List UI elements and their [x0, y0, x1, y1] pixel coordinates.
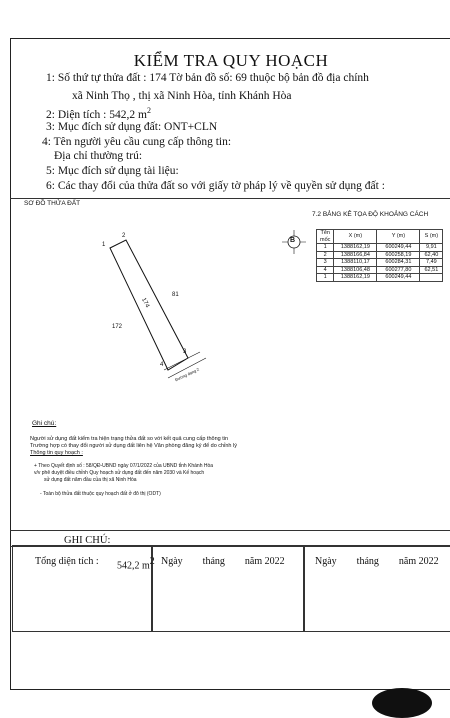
page-title: KIỂM TRA QUY HOẠCH — [133, 51, 329, 70]
parcel-label: 174 — [140, 297, 151, 309]
note-line: Người sử dụng đất kiểm tra hiện trạng thửa đất so với kết quả cung cấp thông tin — [30, 436, 229, 442]
note-line: - Toàn bộ thửa đất thuộc quy hoạch đất ở đô thị (ODT) — [40, 491, 161, 497]
signature-box-1: Ngày tháng năm 2022 — [152, 545, 304, 632]
address-line: Địa chỉ thường trú: — [54, 150, 143, 162]
note-line: v/v phê duyệt điều chỉnh Quy hoạch sử dụng đất đến năm 2030 và Kế hoạch — [34, 470, 205, 476]
side-left-label: 172 — [112, 324, 123, 330]
note-line: sử dụng đất năm đầu của thị xã Ninh Hòa — [44, 477, 137, 483]
plot-diagram — [0, 220, 300, 400]
requester-line: 4: Tên người yêu cầu cung cấp thông tin: — [42, 136, 232, 148]
plot-heading: SƠ ĐỒ THỬA ĐẤT — [24, 200, 81, 207]
coordinates-table — [316, 229, 443, 282]
table-row: 1 1388162,19 600249,44 9,91 — [317, 244, 443, 252]
notes-label: Ghi chú: — [32, 420, 57, 427]
divider — [10, 530, 450, 531]
table-row: 2 1388166,84 600258,19 62,40 — [317, 251, 443, 259]
note-line: + Theo Quyết định số : 58/QĐ-UBND ngày 07/1/2022 của UBND tỉnh Khánh Hòa — [34, 463, 214, 469]
table-row: 3 1388110,17 600284,31 7,49 — [317, 259, 443, 267]
scan-artifact — [372, 688, 432, 718]
changes-line: 6: Các thay đổi của thửa đất so với giấy tờ pháp lý về quyền sử dụng đất : — [46, 180, 385, 192]
vertex-label-2: 2 — [122, 233, 126, 239]
table-row: 4 1388106,48 600277,80 62,51 — [317, 266, 443, 274]
coords-heading: 7.2 BẢNG KÊ TỌA ĐỘ KHOẢNG CÁCH — [312, 211, 429, 218]
note-line: Trường hợp có thay đổi người sử dụng đất liên hệ Văn phòng đăng ký để do chỉnh lý — [30, 443, 237, 449]
vertex-label-1: 1 — [102, 242, 106, 248]
table-row: 1 1388162,19 600249,44 — [317, 274, 443, 282]
material-line: 5: Mục đích sử dụng tài liệu: — [46, 165, 179, 177]
road-label: Đường dạng 2 — [174, 366, 200, 383]
total-area-box: Tổng diện tích : 542,2 m2 — [12, 545, 152, 632]
commune-line: xã Ninh Thọ , thị xã Ninh Hòa, tỉnh Khánh Hòa — [72, 90, 292, 102]
vertex-label-3: 3 — [183, 349, 187, 355]
total-area-value: 542,2 m2 — [117, 556, 155, 572]
vertex-label-4: 4 — [160, 362, 164, 368]
north-label: B — [290, 237, 296, 244]
signature-box-2: Ngày tháng năm 2022 — [304, 545, 450, 632]
side-right-label: 81 — [172, 292, 179, 298]
footer-ghichu: GHI CHÚ: — [64, 535, 111, 546]
area-line: 2: Diện tích : 542,2 $m^2$ — [46, 106, 151, 121]
purpose-line: 3: Mục đích sử dụng đất: ONT+CLN — [46, 121, 218, 133]
parcel-number-line: 1: Số thứ tự thửa đất : 174 Tờ bản đồ số: 69 thuộc bộ bản đồ địa chính — [46, 72, 369, 84]
divider — [10, 198, 450, 199]
note-line: Thông tin quy hoạch : — [30, 450, 83, 456]
table-header-row: Tên mốc X (m) Y (m) S (m) — [317, 230, 443, 244]
